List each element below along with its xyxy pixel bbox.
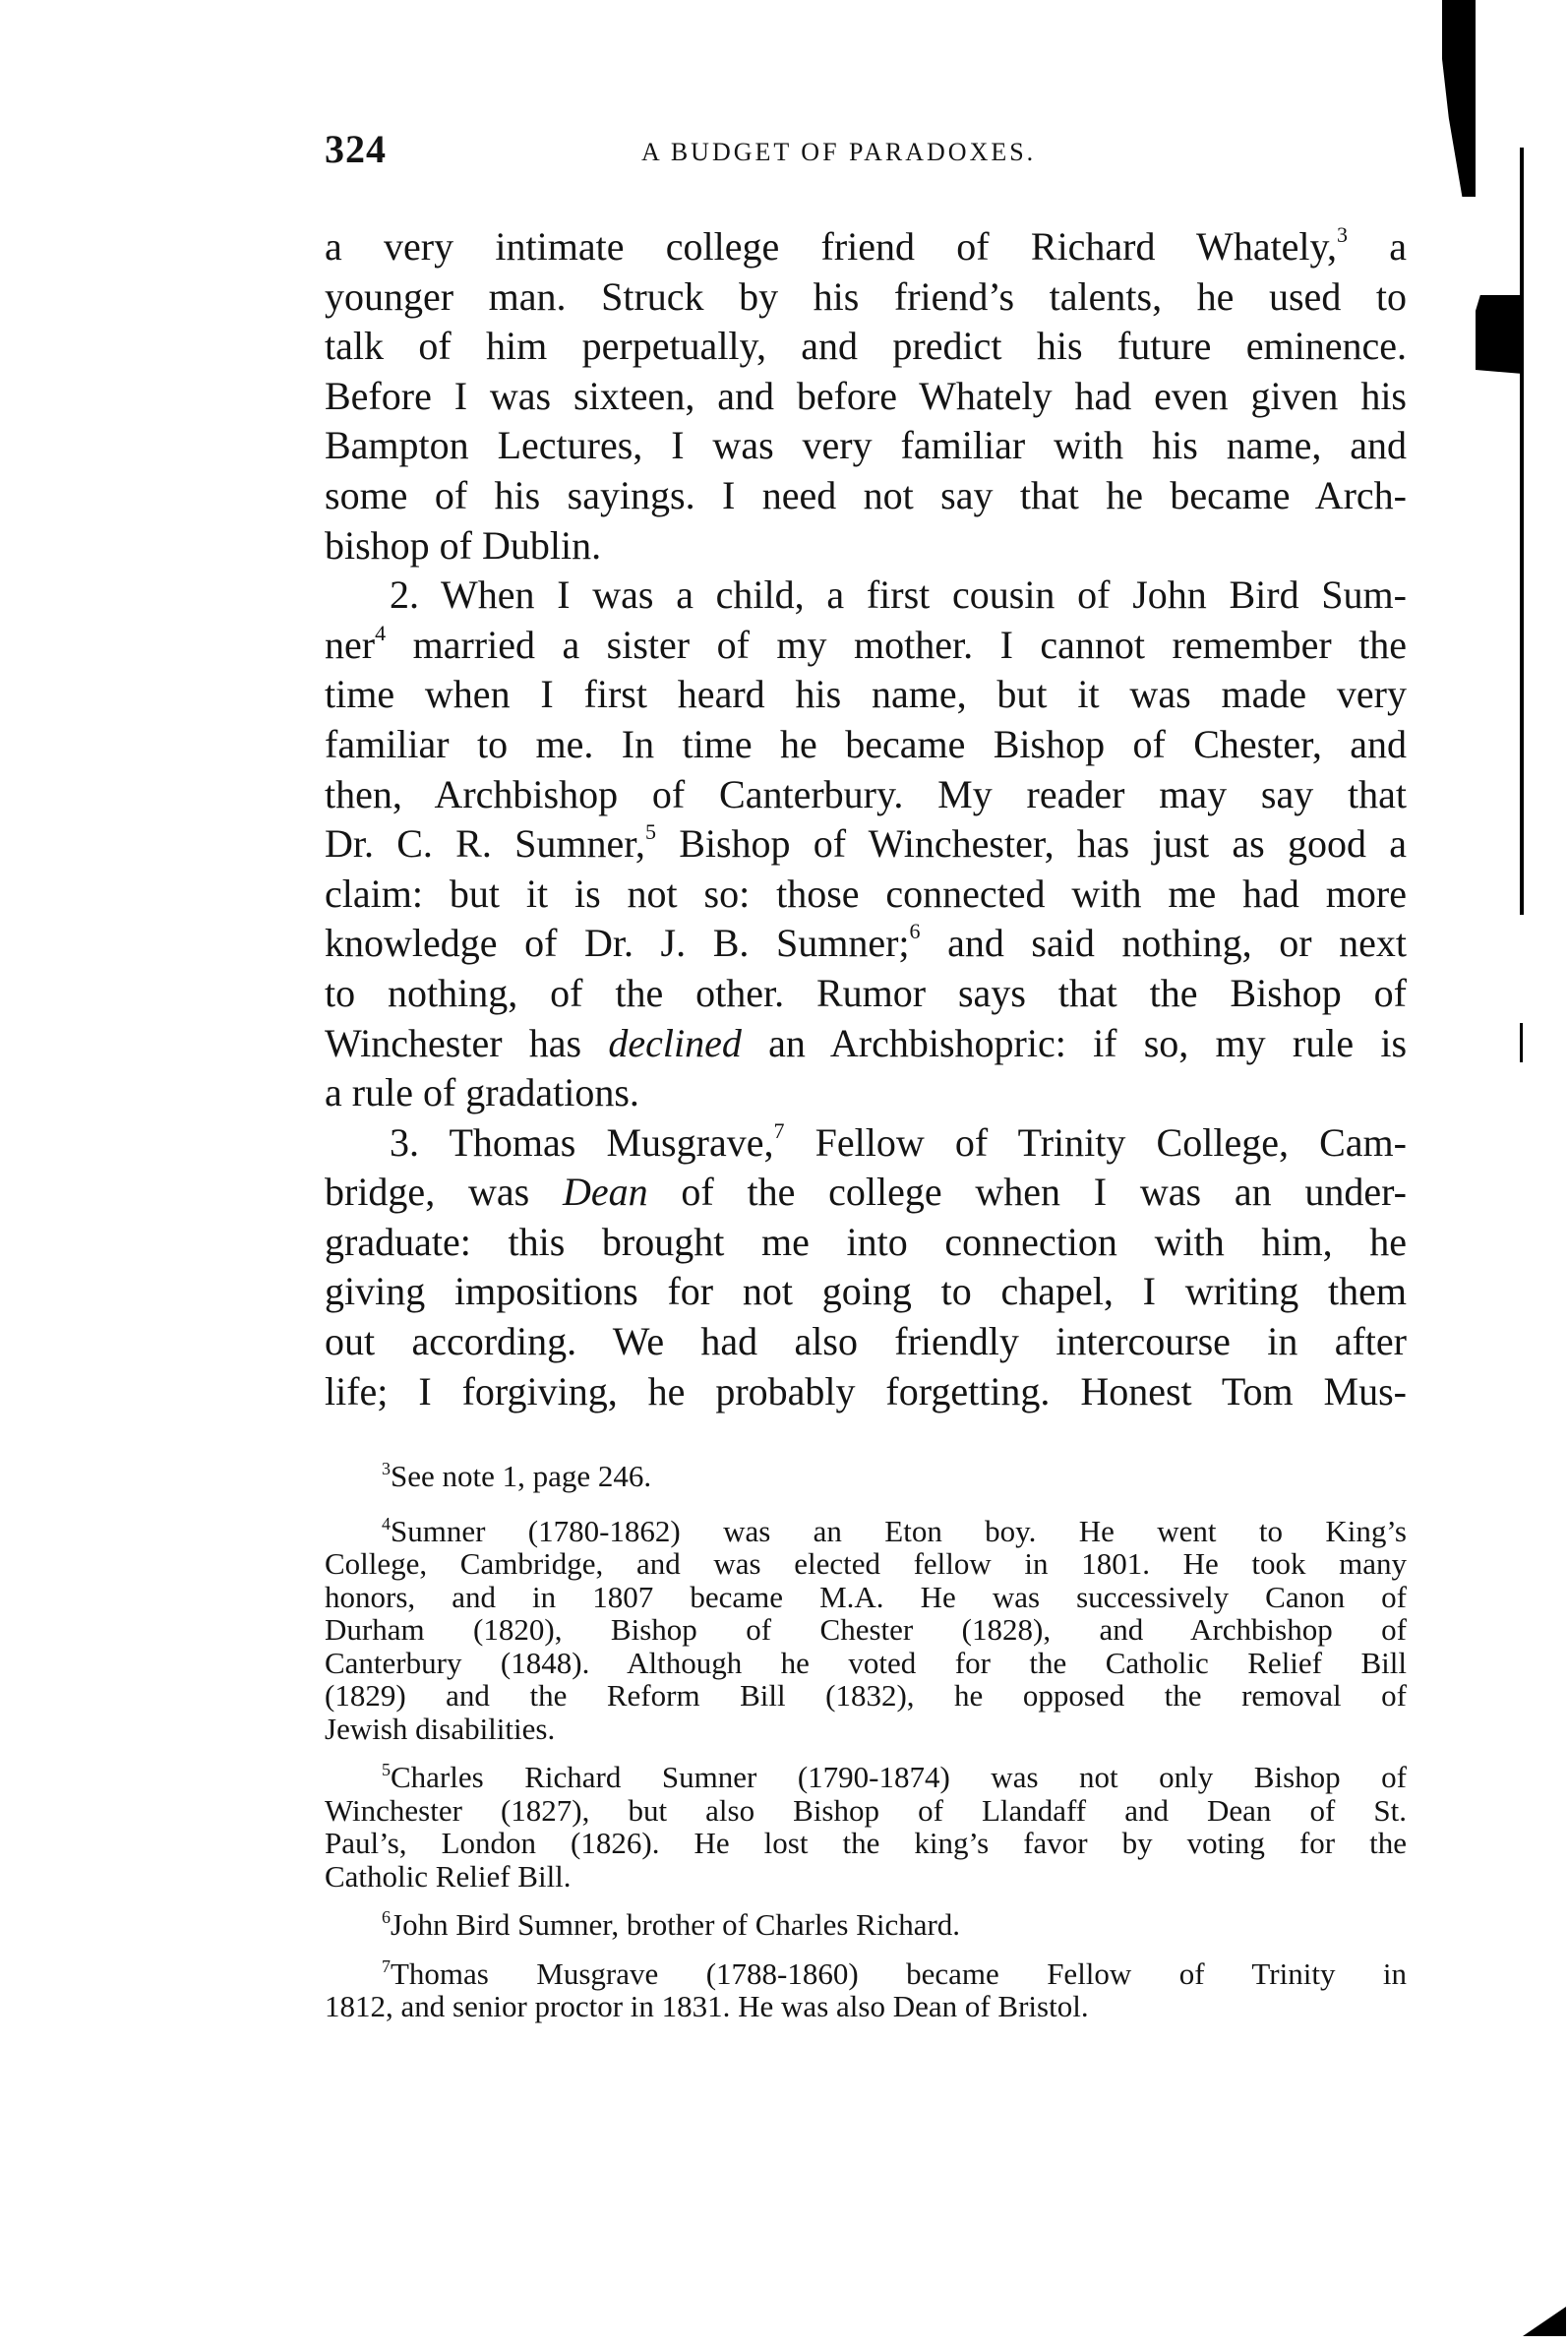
footnote-ref: 4 — [375, 620, 387, 645]
footnote-line: $^6$John Bird Sumner, brother of Charles Richard. — [382, 1907, 961, 1942]
scan-edge-mark — [1442, 0, 1476, 197]
footnote-mark: 5 — [382, 1760, 391, 1779]
footnote-line: Winchester (1827), but also Bishop of Llandaff and Dean of St. — [325, 1792, 1407, 1828]
footnote-line: Paul’s, London (1826). He lost the king’s favor by voting for the — [325, 1826, 1407, 1860]
footnote-mark: 7 — [382, 1955, 391, 1976]
text-line: then, Archbishop of Canterbury. My reader may say that — [325, 771, 1407, 816]
text-line: to nothing, of the other. Rumor says that the Bishop of — [325, 970, 1407, 1015]
footnote-mark: 4 — [382, 1513, 391, 1534]
footnote-line: Canterbury (1848). Although he voted for the Catholic Relief Bill — [325, 1645, 1407, 1680]
footnote-line: $^7$Thomas Musgrave (1788-1860) became Fellow of Trinity in — [382, 1955, 1407, 1991]
footnote-7 — [325, 1957, 1407, 2023]
footnote-ref: 6 — [909, 919, 921, 944]
text-line: graduate: this brought me into connection with him, he — [325, 1219, 1407, 1264]
scan-edge-line — [1520, 148, 1524, 915]
emphasis: Dean — [562, 1170, 648, 1215]
footnote-4 — [325, 1515, 1407, 1746]
text-line: Winchester has declined an Archbishopric: if so, my rule is — [325, 1020, 1408, 1065]
footnote-ref: 5 — [644, 819, 656, 845]
footnote-mark: 6 — [382, 1907, 391, 1927]
text-line: 3. Thomas Musgrave,$^7$ Fellow of Trinity College, Cam- — [390, 1117, 1407, 1165]
text-line: ner$^4$ married a sister of my mother. I cannot remember the — [325, 620, 1408, 667]
footnote-line: $^5$Charles Richard Sumner (1790-1874) was not only Bishop of — [382, 1760, 1407, 1794]
footnote-line: Jewish disabilities. — [325, 1711, 556, 1746]
text-line: Bampton Lectures, I was very familiar with his name, and — [325, 423, 1407, 468]
text-line: 2. When I was a child, a first cousin of John Bird Sum- — [390, 572, 1407, 618]
text-line: knowledge of Dr. J. B. Sumner;$^6$ and said nothing, or next — [325, 919, 1408, 966]
footnote-mark: 3 — [382, 1459, 391, 1478]
footnote-line: honors, and in 1807 became M.A. He was successively Canon of — [325, 1579, 1407, 1614]
text-line: familiar to me. In time he became Bishop of Chester, and — [325, 721, 1407, 766]
footnote-line: Durham (1820), Bishop of Chester (1828), and Archbishop of — [325, 1612, 1407, 1647]
text-line: younger man. Struck by his friend’s talents, he used to — [325, 273, 1407, 319]
scan-edge-line — [1520, 1023, 1523, 1062]
footnote-ref: 3 — [1336, 222, 1348, 247]
footnote-line: $^4$Sumner (1780-1862) was an Eton boy. He went to King’s — [382, 1513, 1407, 1548]
text-line: time when I first heard his name, but it was made very — [325, 672, 1407, 717]
text-line: bridge, was Dean of the college when I was an under- — [325, 1170, 1407, 1215]
text-line: a rule of gradations. — [325, 1070, 639, 1115]
text-line: bishop of Dublin. — [325, 522, 602, 568]
footnote-line: College, Cambridge, and was elected fellow in 1801. He took many — [325, 1546, 1407, 1581]
text-line: some of his sayings. I need not say that he became Arch- — [325, 472, 1407, 517]
footnote-line: Catholic Relief Bill. — [325, 1858, 572, 1894]
text-line: out according. We had also friendly intercourse in after — [325, 1319, 1407, 1364]
text-line: a very intimate college friend of Richard Whately,$^3$ a — [325, 222, 1407, 269]
footnote-line: $^3$See note 1, page 246. — [382, 1459, 652, 1493]
body-text — [325, 222, 1407, 1416]
text-line: giving impositions for not going to chapel, I writing them — [325, 1269, 1407, 1314]
footnote-3 — [325, 1460, 1407, 1493]
running-title: A BUDGET OF PARADOXES. — [641, 138, 1037, 166]
footnote-line: (1829) and the Reform Bill (1832), he opposed the removal of — [325, 1678, 1407, 1713]
footnote-6 — [325, 1908, 1407, 1942]
footnotes — [325, 1460, 1407, 2023]
text-line: life; I forgiving, he probably forgetting. Honest Tom Mus- — [325, 1368, 1407, 1414]
text-line: claim: but it is not so: those connected with me had more — [325, 871, 1407, 916]
text-line: Before I was sixteen, and before Whately had even given his — [325, 373, 1407, 418]
text-line: Dr. C. R. Sumner,$^5$ Bishop of Winchester, has just as good a — [325, 819, 1407, 867]
emphasis: declined — [608, 1020, 742, 1065]
scan-edge-mark — [1476, 295, 1523, 374]
page-number: 324 — [325, 127, 387, 171]
footnote-5 — [325, 1761, 1407, 1893]
footnote-ref: 7 — [773, 1117, 785, 1143]
running-head — [325, 126, 1407, 185]
text-line: talk of him perpetually, and predict his future eminence. — [325, 324, 1407, 369]
footnote-line: 1812, and senior proctor in 1831. He was also Dean of Bristol. — [325, 1989, 1089, 2023]
scan-edge-mark — [1523, 2307, 1566, 2336]
